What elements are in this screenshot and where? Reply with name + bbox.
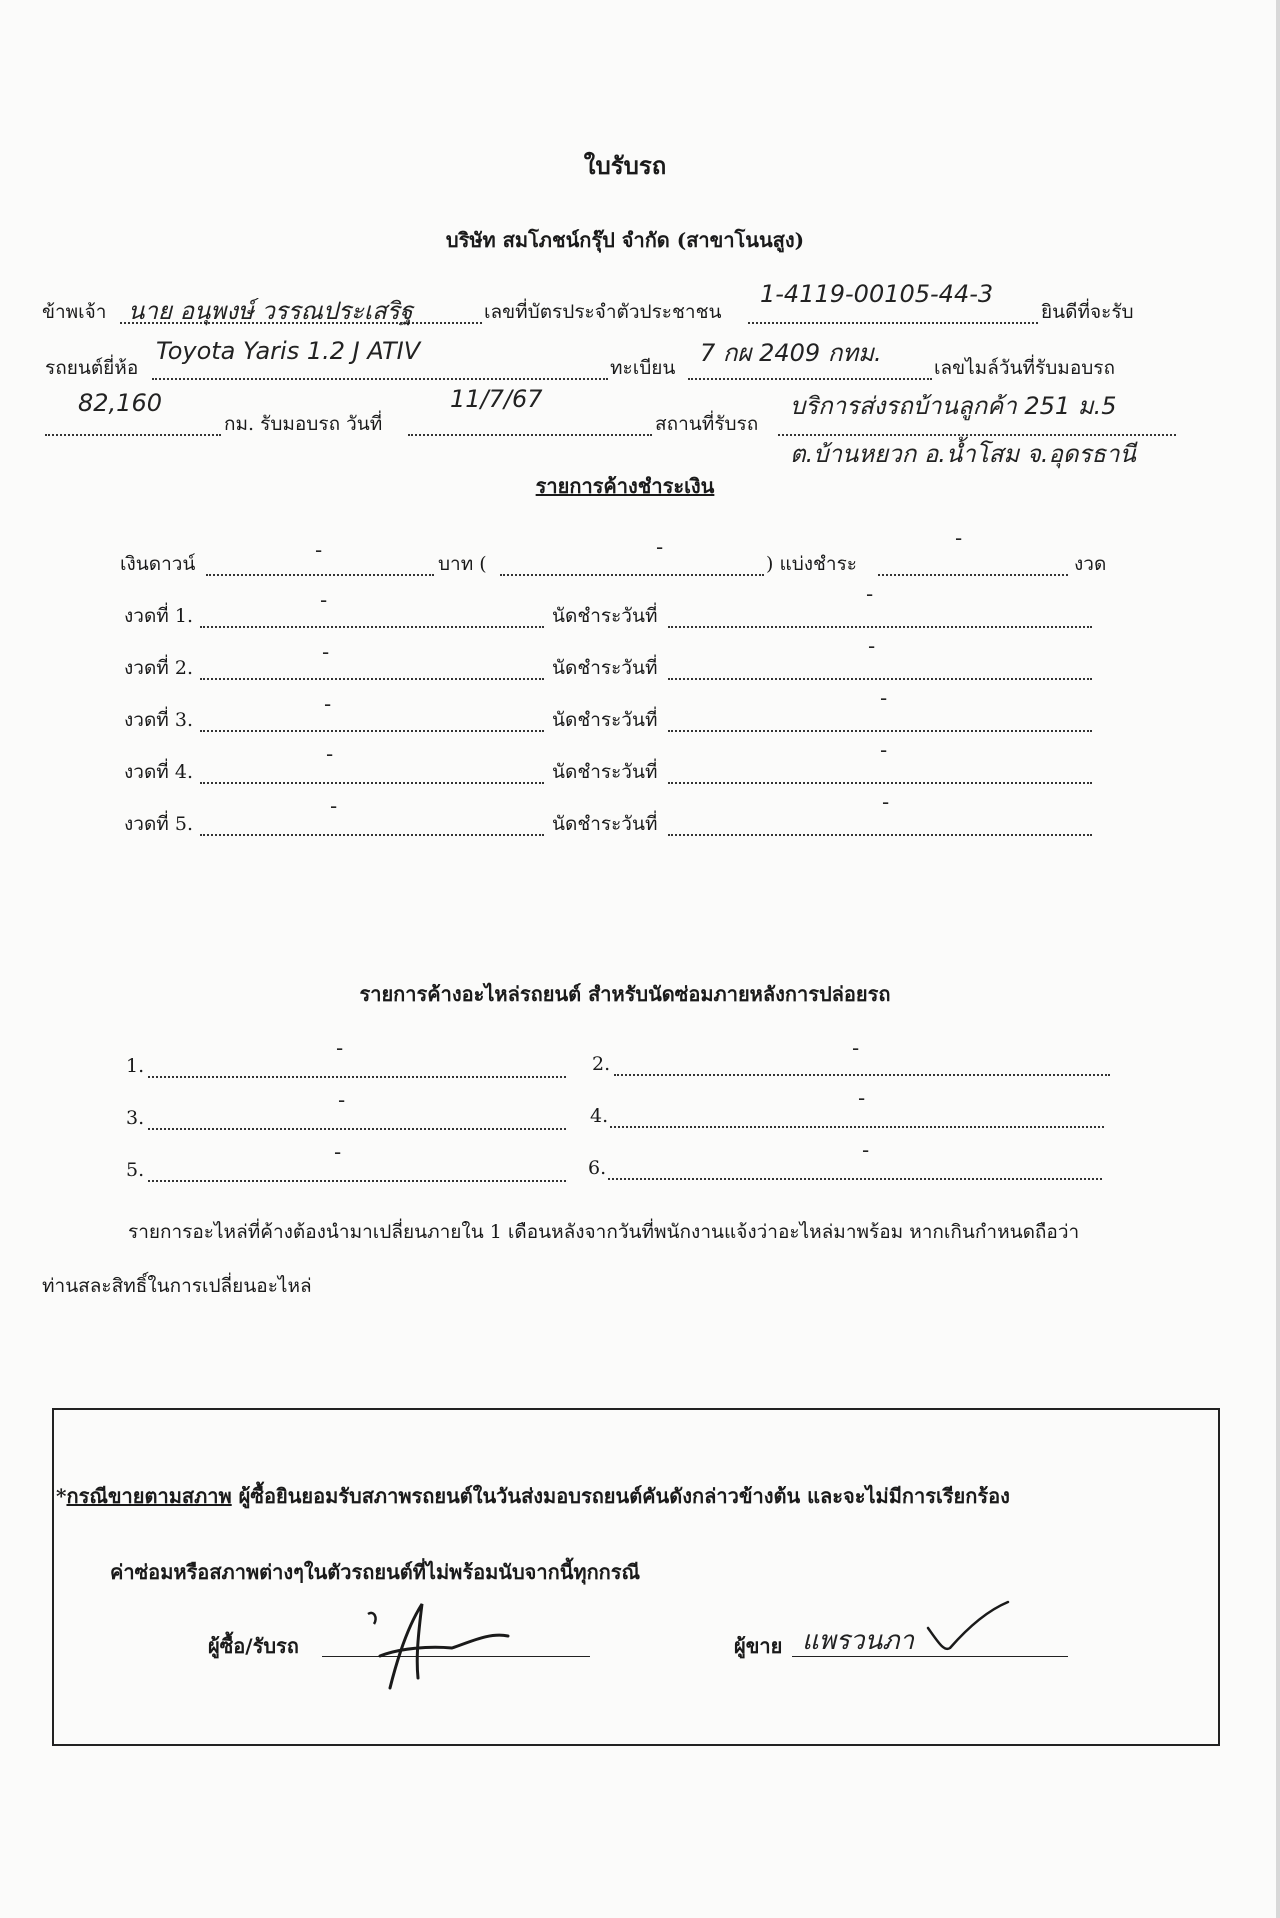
label-period-unit: งวด bbox=[1074, 553, 1107, 575]
as-is-line1 bbox=[56, 1480, 1010, 1512]
receive-date: 11/7/67 bbox=[450, 385, 543, 413]
parts-item-number: 6. bbox=[588, 1157, 607, 1179]
installment-amount: - bbox=[324, 692, 332, 716]
parts-item-line bbox=[608, 1156, 1102, 1180]
parts-item-line bbox=[148, 1106, 566, 1130]
company-name: บริษัท สมโภชน์กรุ๊ป จำกัด (สาขาโนนสูง) bbox=[445, 228, 805, 252]
parts-item-value: - bbox=[858, 1086, 866, 1110]
seller-label: ผู้ขาย bbox=[734, 1634, 783, 1658]
id-number: 1-4119-00105-44-3 bbox=[760, 280, 994, 308]
baht-words-line bbox=[500, 552, 764, 576]
baht-words-value: - bbox=[656, 535, 664, 559]
as-is-line2: ค่าซ่อมหรือสภาพต่างๆในตัวรถยนต์ที่ไม่พร้อมนับจากนี้ทุกกรณี bbox=[110, 1560, 641, 1584]
installment-date: - bbox=[880, 686, 888, 710]
parts-note-line1: รายการอะไหล่ที่ค้างต้องนำมาเปลี่ยนภายใน 1 เดือนหลังจากวันที่พนักงานแจ้งว่าอะไหล่มาพร้อม หากเกินกำหนดถือว่า bbox=[128, 1221, 1080, 1243]
down-payment-value: - bbox=[315, 538, 323, 562]
installment-amount-line bbox=[200, 708, 544, 732]
installment-amount: - bbox=[330, 794, 338, 818]
installment-amount: - bbox=[322, 640, 330, 664]
parts-item-number: 3. bbox=[126, 1107, 145, 1129]
parts-heading: รายการค้างอะไหล่รถยนต์ สำหรับนัดซ่อมภายหลังการปล่อยรถ bbox=[359, 982, 891, 1006]
parts-item-number: 2. bbox=[592, 1053, 611, 1075]
parts-item-line bbox=[614, 1052, 1110, 1076]
parts-item-value: - bbox=[336, 1036, 344, 1060]
as-is-condition-box bbox=[52, 1408, 1220, 1746]
parts-item-value: - bbox=[338, 1088, 346, 1112]
parts-item-value: - bbox=[334, 1140, 342, 1164]
installment-amount-line bbox=[200, 760, 544, 784]
parts-item-line bbox=[610, 1104, 1104, 1128]
buyer-label: ผู้ซื้อ/รับรถ bbox=[208, 1634, 299, 1658]
as-is-heading: กรณีขายตามสภาพ bbox=[66, 1484, 232, 1508]
label-receive-date: กม. รับมอบรถ วันที่ bbox=[224, 413, 383, 435]
registration: 7 กผ 2409 กทม. bbox=[700, 339, 882, 367]
installment-label: งวดที่ 1. bbox=[124, 605, 193, 627]
installment-date: - bbox=[866, 582, 874, 606]
label-installments: ) แบ่งชำระ bbox=[766, 553, 858, 575]
installment-label: งวดที่ 3. bbox=[124, 709, 193, 731]
mileage: 82,160 bbox=[78, 389, 162, 417]
installment-date: - bbox=[882, 790, 890, 814]
parts-item-number: 1. bbox=[126, 1055, 145, 1077]
installment-date: - bbox=[880, 738, 888, 762]
label-customer: ข้าพเจ้า bbox=[42, 301, 107, 323]
installment-date-label: นัดชำระวันที่ bbox=[552, 605, 658, 627]
payment-heading: รายการค้างชำระเงิน bbox=[535, 474, 715, 498]
label-car-brand: รถยนต์ยี่ห้อ bbox=[45, 357, 139, 379]
customer-name: นาย อนุพงษ์ วรรณประเสริฐ bbox=[128, 297, 413, 325]
installment-date-line bbox=[668, 812, 1092, 836]
installment-label: งวดที่ 4. bbox=[124, 761, 193, 783]
label-mileage: เลขไมล์วันที่รับมอบรถ bbox=[934, 357, 1116, 379]
as-is-text: ผู้ซื้อยินยอมรับสภาพรถยนต์ในวันส่งมอบรถยนต์คันดังกล่าวข้างต้น และจะไม่มีการเรียกร้อง bbox=[231, 1484, 1010, 1508]
car-brand: Toyota Yaris 1.2 J ATIV bbox=[156, 337, 421, 365]
installment-date: - bbox=[868, 634, 876, 658]
installments-count-line bbox=[878, 552, 1068, 576]
label-id-number: เลขที่บัตรประจำตัวประชาชน bbox=[484, 301, 722, 323]
installment-date-label: นัดชำระวันที่ bbox=[552, 709, 658, 731]
label-registration: ทะเบียน bbox=[610, 357, 676, 379]
installment-date-label: นัดชำระวันที่ bbox=[552, 813, 658, 835]
installment-amount-line bbox=[200, 604, 544, 628]
parts-item-value: - bbox=[862, 1138, 870, 1162]
document-title: ใบรับรถ bbox=[583, 151, 667, 180]
installment-amount: - bbox=[320, 588, 328, 612]
installment-date-line bbox=[668, 708, 1092, 732]
installments-count-value: - bbox=[955, 526, 963, 550]
installment-label: งวดที่ 5. bbox=[124, 813, 193, 835]
label-location: สถานที่รับรถ bbox=[655, 413, 759, 435]
installment-date-line bbox=[668, 604, 1092, 628]
paper-edge bbox=[1276, 0, 1280, 1918]
parts-note-line2: ท่านสละสิทธิ์ในการเปลี่ยนอะไหล่ bbox=[42, 1275, 312, 1297]
installment-date-line bbox=[668, 656, 1092, 680]
location-line1: บริการส่งรถบ้านลูกค้า 251 ม.5 bbox=[790, 392, 1117, 420]
installment-date-label: นัดชำระวันที่ bbox=[552, 761, 658, 783]
installment-amount-line bbox=[200, 656, 544, 680]
parts-item-number: 5. bbox=[126, 1159, 145, 1181]
as-is-asterisk: * bbox=[56, 1484, 67, 1508]
parts-item-line bbox=[148, 1158, 566, 1182]
receive-date-line bbox=[408, 412, 652, 436]
parts-item-number: 4. bbox=[590, 1105, 609, 1127]
installment-date-line bbox=[668, 760, 1092, 784]
installment-amount-line bbox=[200, 812, 544, 836]
seller-signature-flourish bbox=[924, 1598, 1014, 1658]
label-baht: บาท ( bbox=[438, 553, 487, 575]
installment-date-label: นัดชำระวันที่ bbox=[552, 657, 658, 679]
parts-item-line bbox=[148, 1054, 566, 1078]
location-line2: ต.บ้านหยวก อ.น้ำโสม จ.อุดรธานี bbox=[790, 440, 1136, 468]
label-willing: ยินดีที่จะรับ bbox=[1041, 301, 1134, 323]
label-down-payment: เงินดาวน์ bbox=[120, 553, 196, 575]
installment-amount: - bbox=[326, 742, 334, 766]
buyer-signature bbox=[360, 1596, 530, 1692]
seller-signature: แพรวนภา bbox=[802, 1626, 914, 1656]
installment-label: งวดที่ 2. bbox=[124, 657, 193, 679]
parts-item-value: - bbox=[852, 1036, 860, 1060]
